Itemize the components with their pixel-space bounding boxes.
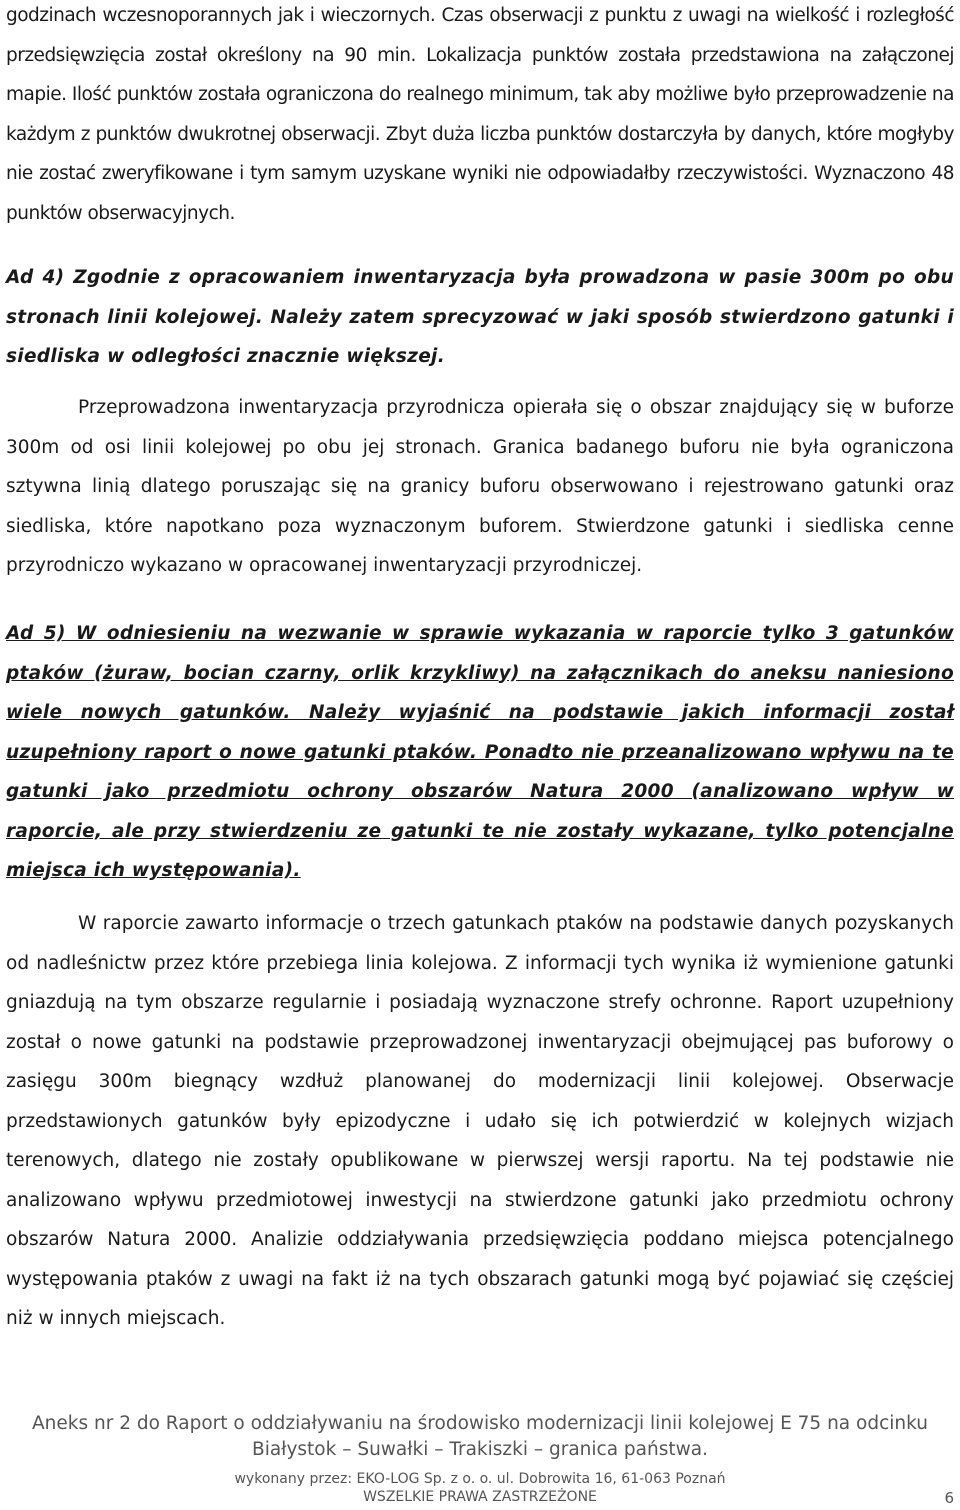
heading-ad4-part2: Należy zatem sprecyzować w jaki sposób stwierdzono gatunki i siedliska w odległości znacznie większej. [6, 306, 954, 367]
body-paragraph-1: godzinach wczesnoporannych jak i wieczornych. Czas obserwacji z punktu z uwagi na wielkość i rozległość przedsięwzięcia został określony na 90 min. Lokalizacja punktów została przedstawiona na załączonej mapie. Ilość punktów została ograniczona do realnego minimum, tak aby możliwe było przeprowadzenie na każdym z punktów dwukrotnej obserwacji. Zbyt duża liczba punktów dostarczyła by danych, które mogłyby nie zostać zweryfikowane i tym samym uzyskane wyniki nie odpowiadałby rzeczywistości. Wyznaczono 48 punktów obserwacyjnych. [6, 5, 954, 224]
heading-ad4-part1: Ad 4) Zgodnie z opracowaniem inwentaryzacja była prowadzona w pasie 300m po obu stronach linii kolejowej. [6, 267, 954, 328]
footer-title-line2: Białystok – Suwałki – Trakiszki – granica państwa. [252, 1439, 708, 1460]
body-paragraph-2: Przeprowadzona inwentaryzacja przyrodnicza opierała się o obszar znajdujący się w buforze 300m od osi linii kolejowej po obu jej stronach. Granica badanego buforu nie była ograniczona sztywna linią dlatego poruszając się na granicy buforu obserwowano i rejestrowano gatunki oraz siedliska, które napotkano poza wyznaczonym buforem. Stwierdzone gatunki i siedliska cenne przyrodniczo wykazano w opracowanej inwentaryzacji przyrodniczej. [6, 397, 954, 576]
footer-title [0, 1411, 960, 1463]
section-heading-ad4 [6, 258, 954, 377]
footer-rights: WSZELKIE PRAWA ZASTRZEŻONE [363, 1489, 597, 1505]
body-paragraph-3: W raporcie zawarto informacje o trzech gatunkach ptaków na podstawie danych pozyskanych od nadleśnictw przez które przebiega linia kolejowa. Z informacji tych wynika iż wymienione gatunki gniazdują na tym obszarze regularnie i posiadają wyznaczone strefy ochronne. Raport uzupełniony został o nowe gatunki na podstawie przeprowadzonej inwentaryzacji obejmującej pas buforowy o zasięgu 300m biegnący wzdłuż planowanej do modernizacji linii kolejowej. Obserwacje przedstawionych gatunków były epizodyczne i udało się ich potwierdzić w kolejnych wizjach terenowych, dlatego nie zostały opublikowane w pierwszej wersji raportu. Na tej podstawie nie analizowano wpływu przedmiotowej inwestycji na stwierdzone gatunki jako przedmiotu ochrony obszarów Natura 2000. Analizie oddziaływania przedsięwzięcia poddano miejsca potencjalnego występowania ptaków z uwagi na fakt iż na tych obszarach gatunki mogą być pojawiać się częściej niż w innych miejscach. [6, 913, 954, 1329]
page-number: 6 [944, 1489, 954, 1507]
footer-author [0, 1470, 960, 1506]
section-heading-ad5: Ad 5) W odniesieniu na wezwanie w sprawie wykazania w raporcie tylko 3 gatunków ptaków (żuraw, bocian czarny, orlik krzykliwy) na załącznikach do aneksu naniesiono wiele nowych gatunków. Należy wyjaśnić na podstawie jakich informacji został uzupełniony raport o nowe gatunki ptaków. Ponadto nie przeanalizowano wpływu na te gatunki jako przedmiotu ochrony obszarów Natura 2000 (analizowano wpływ w raporcie, ale przy stwierdzeniu ze gatunki te nie zostały wykazane, tylko potencjalne miejsca ich występowania). [6, 623, 954, 881]
footer-title-line1: Aneks nr 2 do Raport o oddziaływaniu na środowisko modernizacji linii kolejowej E 75 na odcinku [32, 1413, 928, 1434]
footer-author-line: wykonany przez: EKO-LOG Sp. z o. o. ul. Dobrowita 16, 61-063 Poznań [234, 1471, 726, 1487]
